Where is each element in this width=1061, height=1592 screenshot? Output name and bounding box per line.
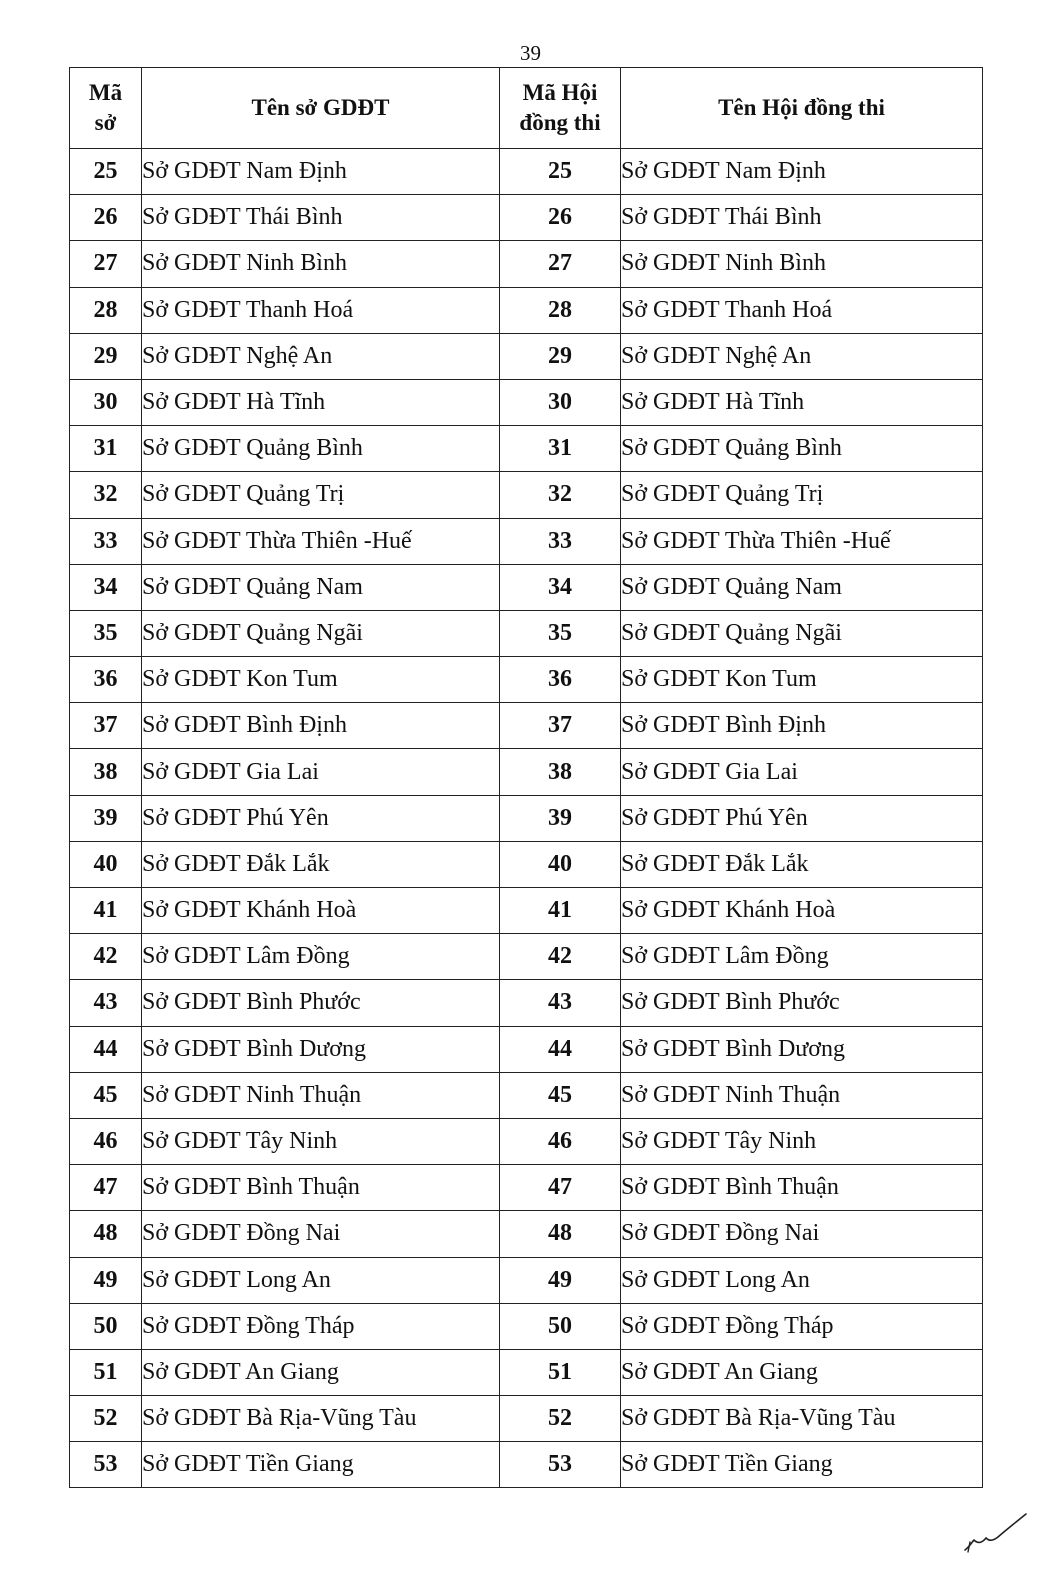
cell-ma-hoi-dong: 40: [500, 841, 621, 887]
cell-ten-so: Sở GDĐT Lâm Đồng: [142, 934, 500, 980]
cell-ma-so: 38: [70, 749, 142, 795]
cell-ma-so: 48: [70, 1211, 142, 1257]
cell-ten-so: Sở GDĐT Quảng Bình: [142, 426, 500, 472]
cell-ten-so: Sở GDĐT Bình Định: [142, 703, 500, 749]
table-row: [70, 980, 983, 1026]
cell-ma-so: 50: [70, 1303, 142, 1349]
cell-ma-hoi-dong: 35: [500, 610, 621, 656]
cell-ten-hoi-dong: Sở GDĐT Bình Phước: [621, 980, 983, 1026]
table-row: [70, 934, 983, 980]
cell-ma-hoi-dong: 42: [500, 934, 621, 980]
cell-ma-so: 45: [70, 1072, 142, 1118]
table-row: [70, 1257, 983, 1303]
cell-ma-hoi-dong: 27: [500, 241, 621, 287]
table-row: [70, 379, 983, 425]
cell-ten-hoi-dong: Sở GDĐT An Giang: [621, 1349, 983, 1395]
cell-ma-hoi-dong: 25: [500, 149, 621, 195]
cell-ten-so: Sở GDĐT Đồng Nai: [142, 1211, 500, 1257]
table-body: [70, 149, 983, 1488]
cell-ma-hoi-dong: 28: [500, 287, 621, 333]
table-row: [70, 287, 983, 333]
cell-ma-so: 44: [70, 1026, 142, 1072]
cell-ten-hoi-dong: Sở GDĐT Phú Yên: [621, 795, 983, 841]
cell-ma-so: 43: [70, 980, 142, 1026]
cell-ten-hoi-dong: Sở GDĐT Ninh Bình: [621, 241, 983, 287]
table-row: [70, 1118, 983, 1164]
table-row: [70, 426, 983, 472]
cell-ten-hoi-dong: Sở GDĐT Hà Tĩnh: [621, 379, 983, 425]
cell-ten-so: Sở GDĐT Nghệ An: [142, 333, 500, 379]
cell-ten-so: Sở GDĐT Bà Rịa-Vũng Tàu: [142, 1396, 500, 1442]
cell-ten-hoi-dong: Sở GDĐT Bình Thuận: [621, 1165, 983, 1211]
table-header: [70, 68, 983, 149]
cell-ma-so: 26: [70, 195, 142, 241]
cell-ma-hoi-dong: 33: [500, 518, 621, 564]
cell-ma-hoi-dong: 39: [500, 795, 621, 841]
cell-ten-so: Sở GDĐT Bình Dương: [142, 1026, 500, 1072]
header-row: [70, 68, 983, 149]
cell-ten-so: Sở GDĐT Tiền Giang: [142, 1442, 500, 1488]
cell-ma-hoi-dong: 31: [500, 426, 621, 472]
cell-ten-so: Sở GDĐT Hà Tĩnh: [142, 379, 500, 425]
table-row: [70, 241, 983, 287]
cell-ten-so: Sở GDĐT An Giang: [142, 1349, 500, 1395]
table-row: [70, 888, 983, 934]
cell-ten-hoi-dong: Sở GDĐT Lâm Đồng: [621, 934, 983, 980]
table-row: [70, 564, 983, 610]
cell-ma-hoi-dong: 34: [500, 564, 621, 610]
table-row: [70, 1026, 983, 1072]
cell-ten-hoi-dong: Sở GDĐT Nam Định: [621, 149, 983, 195]
cell-ma-hoi-dong: 44: [500, 1026, 621, 1072]
table-row: [70, 1072, 983, 1118]
cell-ma-hoi-dong: 47: [500, 1165, 621, 1211]
table-row: [70, 795, 983, 841]
cell-ma-so: 36: [70, 657, 142, 703]
cell-ma-hoi-dong: 41: [500, 888, 621, 934]
cell-ten-so: Sở GDĐT Bình Phước: [142, 980, 500, 1026]
cell-ma-so: 27: [70, 241, 142, 287]
cell-ma-hoi-dong: 32: [500, 472, 621, 518]
cell-ma-so: 41: [70, 888, 142, 934]
cell-ma-so: 53: [70, 1442, 142, 1488]
table-row: [70, 333, 983, 379]
header-ten-hoi-dong: Tên Hội đồng thi: [621, 68, 983, 149]
cell-ma-so: 34: [70, 564, 142, 610]
table-row: [70, 195, 983, 241]
cell-ten-so: Sở GDĐT Ninh Bình: [142, 241, 500, 287]
cell-ten-so: Sở GDĐT Bình Thuận: [142, 1165, 500, 1211]
cell-ten-so: Sở GDĐT Thái Bình: [142, 195, 500, 241]
cell-ten-hoi-dong: Sở GDĐT Tiền Giang: [621, 1442, 983, 1488]
cell-ma-hoi-dong: 29: [500, 333, 621, 379]
table-row: [70, 1442, 983, 1488]
cell-ma-so: 52: [70, 1396, 142, 1442]
cell-ten-hoi-dong: Sở GDĐT Ninh Thuận: [621, 1072, 983, 1118]
cell-ten-hoi-dong: Sở GDĐT Tây Ninh: [621, 1118, 983, 1164]
cell-ten-so: Sở GDĐT Quảng Nam: [142, 564, 500, 610]
table-row: [70, 1349, 983, 1395]
cell-ma-hoi-dong: 51: [500, 1349, 621, 1395]
cell-ten-so: Sở GDĐT Nam Định: [142, 149, 500, 195]
table-row: [70, 472, 983, 518]
header-ma-hoi-dong: Mã Hội đồng thi: [500, 68, 621, 149]
cell-ma-so: 32: [70, 472, 142, 518]
cell-ten-hoi-dong: Sở GDĐT Thái Bình: [621, 195, 983, 241]
cell-ten-so: Sở GDĐT Tây Ninh: [142, 1118, 500, 1164]
cell-ten-hoi-dong: Sở GDĐT Đắk Lắk: [621, 841, 983, 887]
cell-ma-hoi-dong: 26: [500, 195, 621, 241]
cell-ten-so: Sở GDĐT Quảng Trị: [142, 472, 500, 518]
cell-ma-hoi-dong: 48: [500, 1211, 621, 1257]
cell-ma-hoi-dong: 50: [500, 1303, 621, 1349]
cell-ten-so: Sở GDĐT Khánh Hoà: [142, 888, 500, 934]
cell-ma-so: 47: [70, 1165, 142, 1211]
cell-ten-so: Sở GDĐT Đắk Lắk: [142, 841, 500, 887]
cell-ten-hoi-dong: Sở GDĐT Bình Định: [621, 703, 983, 749]
cell-ma-so: 37: [70, 703, 142, 749]
cell-ten-so: Sở GDĐT Quảng Ngãi: [142, 610, 500, 656]
cell-ma-so: 28: [70, 287, 142, 333]
header-ten-so: Tên sở GDĐT: [142, 68, 500, 149]
table-row: [70, 749, 983, 795]
initials-signature: [960, 1488, 1030, 1558]
cell-ma-hoi-dong: 36: [500, 657, 621, 703]
cell-ma-hoi-dong: 45: [500, 1072, 621, 1118]
cell-ten-so: Sở GDĐT Kon Tum: [142, 657, 500, 703]
cell-ten-hoi-dong: Sở GDĐT Gia Lai: [621, 749, 983, 795]
cell-ten-hoi-dong: Sở GDĐT Đồng Tháp: [621, 1303, 983, 1349]
page-number: 39: [520, 41, 541, 65]
cell-ma-hoi-dong: 49: [500, 1257, 621, 1303]
cell-ma-so: 33: [70, 518, 142, 564]
cell-ten-so: Sở GDĐT Thừa Thiên -Huế: [142, 518, 500, 564]
cell-ma-hoi-dong: 53: [500, 1442, 621, 1488]
cell-ma-so: 40: [70, 841, 142, 887]
cell-ten-hoi-dong: Sở GDĐT Long An: [621, 1257, 983, 1303]
cell-ma-so: 49: [70, 1257, 142, 1303]
cell-ma-hoi-dong: 46: [500, 1118, 621, 1164]
cell-ma-hoi-dong: 37: [500, 703, 621, 749]
table-row: [70, 1165, 983, 1211]
cell-ma-so: 25: [70, 149, 142, 195]
cell-ten-hoi-dong: Sở GDĐT Đồng Nai: [621, 1211, 983, 1257]
cell-ma-so: 51: [70, 1349, 142, 1395]
cell-ma-so: 35: [70, 610, 142, 656]
cell-ten-hoi-dong: Sở GDĐT Bà Rịa-Vũng Tàu: [621, 1396, 983, 1442]
header-ma-so: Mã sở: [70, 68, 142, 149]
table-row: [70, 841, 983, 887]
cell-ma-hoi-dong: 52: [500, 1396, 621, 1442]
cell-ma-so: 29: [70, 333, 142, 379]
cell-ten-hoi-dong: Sở GDĐT Thừa Thiên -Huế: [621, 518, 983, 564]
cell-ten-so: Sở GDĐT Đồng Tháp: [142, 1303, 500, 1349]
cell-ma-hoi-dong: 43: [500, 980, 621, 1026]
department-council-table: [69, 67, 983, 1488]
cell-ten-hoi-dong: Sở GDĐT Nghệ An: [621, 333, 983, 379]
cell-ten-so: Sở GDĐT Thanh Hoá: [142, 287, 500, 333]
cell-ten-so: Sở GDĐT Gia Lai: [142, 749, 500, 795]
table-row: [70, 657, 983, 703]
table-row: [70, 703, 983, 749]
cell-ten-hoi-dong: Sở GDĐT Bình Dương: [621, 1026, 983, 1072]
cell-ten-hoi-dong: Sở GDĐT Quảng Bình: [621, 426, 983, 472]
cell-ten-hoi-dong: Sở GDĐT Thanh Hoá: [621, 287, 983, 333]
table-row: [70, 1396, 983, 1442]
cell-ten-hoi-dong: Sở GDĐT Quảng Trị: [621, 472, 983, 518]
cell-ma-so: 42: [70, 934, 142, 980]
cell-ma-so: 39: [70, 795, 142, 841]
cell-ten-hoi-dong: Sở GDĐT Kon Tum: [621, 657, 983, 703]
cell-ten-hoi-dong: Sở GDĐT Quảng Ngãi: [621, 610, 983, 656]
table-row: [70, 1211, 983, 1257]
table-row: [70, 610, 983, 656]
cell-ma-so: 30: [70, 379, 142, 425]
cell-ma-hoi-dong: 38: [500, 749, 621, 795]
table-row: [70, 149, 983, 195]
cell-ten-so: Sở GDĐT Ninh Thuận: [142, 1072, 500, 1118]
cell-ma-so: 46: [70, 1118, 142, 1164]
cell-ma-so: 31: [70, 426, 142, 472]
table-row: [70, 518, 983, 564]
table-row: [70, 1303, 983, 1349]
cell-ten-hoi-dong: Sở GDĐT Quảng Nam: [621, 564, 983, 610]
cell-ten-so: Sở GDĐT Phú Yên: [142, 795, 500, 841]
cell-ten-hoi-dong: Sở GDĐT Khánh Hoà: [621, 888, 983, 934]
cell-ten-so: Sở GDĐT Long An: [142, 1257, 500, 1303]
cell-ma-hoi-dong: 30: [500, 379, 621, 425]
